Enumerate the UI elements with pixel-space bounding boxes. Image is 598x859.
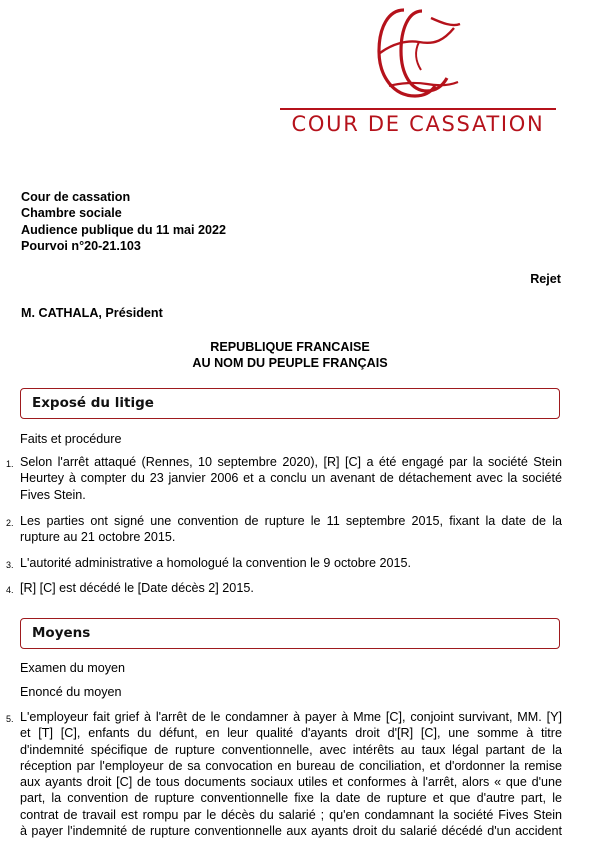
paragraph-line: à payer l'indemnité de rupture conventionnelle aux ayants droit du salarié décédé d'un accident [20, 824, 562, 839]
examen-heading: Examen du moyen [20, 661, 126, 675]
paragraph-line: et [T] [C], enfants du défunt, en leur qualité d'ayants droit d'[R] [C], une somme à titre [20, 726, 562, 741]
paragraph-line: Fives Stein. [20, 487, 86, 502]
appeal-number: Pourvoi n°20-21.103 [21, 238, 141, 253]
cour-de-cassation-monogram-icon [372, 8, 464, 104]
chamber-name: Chambre sociale [21, 206, 122, 221]
paragraph-number: 3. [6, 560, 14, 570]
paragraph-line: L'autorité administrative a homologué la convention le 9 octobre 2015. [20, 556, 411, 570]
paragraph-line: part, la convention de rupture conventionnelle fixe la date de rupture et que d'autre part, le [20, 791, 562, 806]
paragraph-line: [R] [C] est décédé le [Date décès 2] 2015. [20, 581, 254, 595]
paragraph-line: L'employeur fait grief à l'arrêt de le condamner à payer à Mme [C], conjoint survivant, MM. [Y] [20, 710, 562, 724]
case-meta [21, 189, 226, 254]
paragraph-number: 4. [6, 585, 14, 595]
section-moyens-title: Moyens [32, 625, 91, 641]
paragraph-number: 1. [6, 459, 14, 469]
republic-line-2: AU NOM DU PEUPLE FRANÇAIS [192, 356, 388, 371]
president-name: M. CATHALA, Président [21, 306, 163, 320]
numbered-paragraph-5 [6, 709, 562, 839]
numbered-paragraph-4 [6, 580, 562, 596]
paragraph-line: rupture au 21 octobre 2015. [20, 530, 176, 545]
section-litige-title: Exposé du litige [32, 395, 154, 411]
logo-divider [280, 108, 556, 110]
decision-label: Rejet [530, 272, 561, 286]
republic-heading [100, 339, 480, 372]
paragraph-line: d'indemnité spécifique de rupture conventionnelle, avec intérêts au taux légal partant de la [20, 742, 562, 757]
paragraph-line: Heurtey à compter du 23 janvier 2006 et a conclu un avenant de détachement avec la société [20, 471, 562, 486]
logo-text: COUR DE CASSATION [291, 112, 545, 136]
enonce-heading: Enoncé du moyen [20, 685, 122, 699]
section-moyens [20, 618, 560, 649]
court-name: Cour de cassation [21, 190, 131, 204]
paragraph-line: contrat de travail est rompu par le décès du salarié ; qu'en condamnant la société Fives Stein [20, 807, 562, 822]
republic-line-1: REPUBLIQUE FRANCAISE [210, 340, 370, 354]
section-litige [20, 388, 560, 419]
cour-de-cassation-logo [278, 8, 558, 136]
paragraph-number: 5. [6, 714, 14, 724]
numbered-paragraph-2 [6, 513, 562, 546]
paragraph-line: Selon l'arrêt attaqué (Rennes, 10 septembre 2020), [R] [C] a été engagé par la société Stein [20, 455, 562, 469]
numbered-paragraph-3 [6, 555, 562, 571]
paragraph-line: aux ayants droit [C] de tous documents sociaux utiles et conformes à l'arrêt, alors « que d'une [20, 775, 562, 790]
paragraph-line: Les parties ont signé une convention de rupture le 11 septembre 2015, fixant la date de la [20, 514, 562, 528]
numbered-paragraph-1 [6, 454, 562, 503]
hearing-date: Audience publique du 11 mai 2022 [21, 222, 227, 237]
paragraph-line: réception par l'employeur de sa convocation en bureau de conciliation, et d'ordonner la remise [20, 758, 562, 773]
facts-heading: Faits et procédure [20, 432, 122, 446]
paragraph-number: 2. [6, 518, 14, 528]
